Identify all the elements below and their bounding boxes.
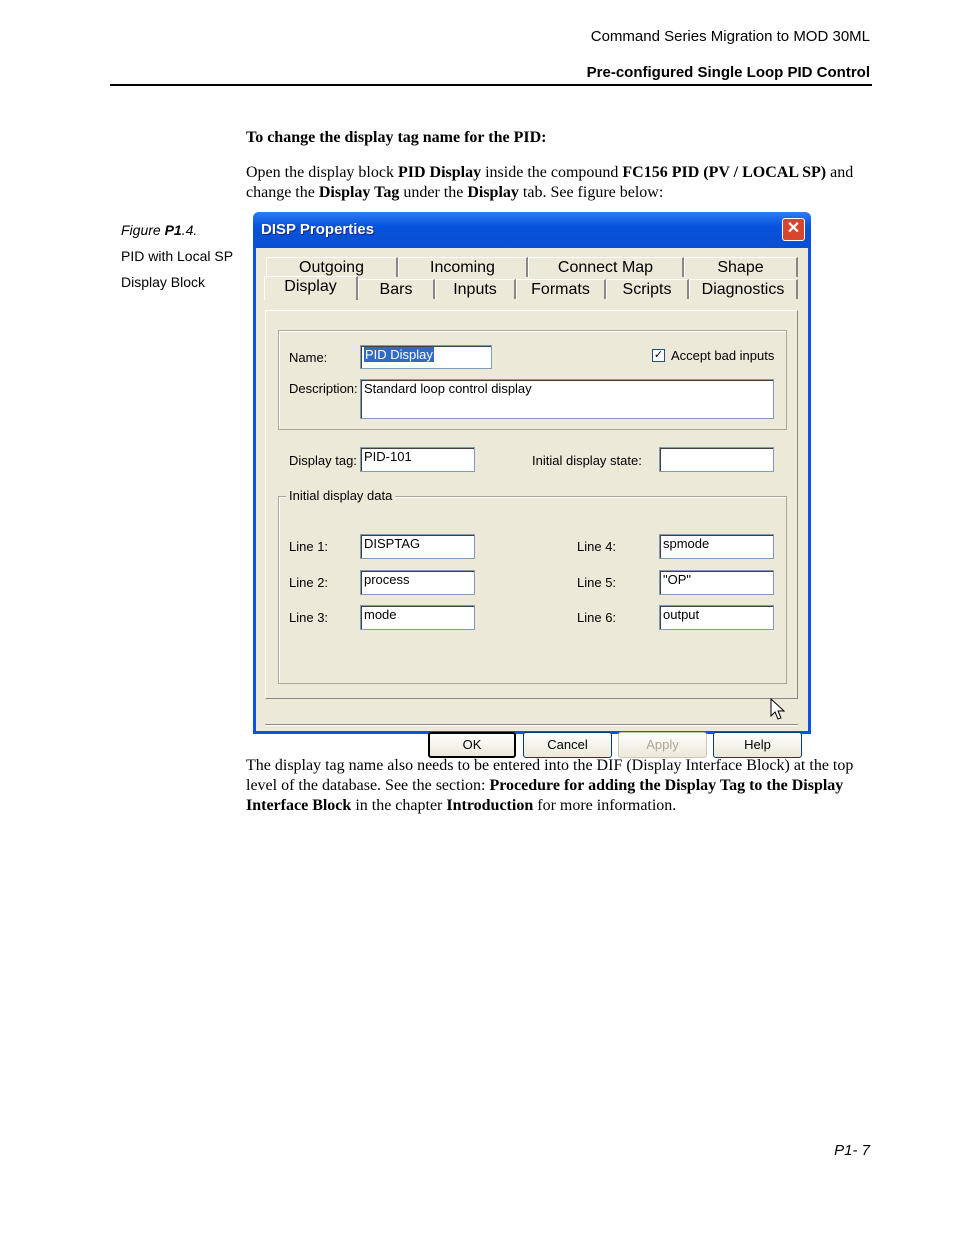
line2-label: Line 2: <box>289 575 329 590</box>
tab-outgoing[interactable] <box>266 257 398 277</box>
text-run: under the <box>399 184 468 201</box>
tab-diagnostics[interactable] <box>689 279 798 299</box>
tab-label: Display <box>284 278 337 295</box>
header-rule <box>110 84 872 86</box>
close-icon[interactable]: ✕ <box>782 218 805 241</box>
line3-input[interactable] <box>360 605 475 630</box>
line1-label: Line 1: <box>289 539 329 554</box>
ok-button[interactable]: OK <box>428 732 516 758</box>
figure-caption-line1: PID with Local SP <box>121 248 234 264</box>
tab-label: Shape <box>717 259 764 276</box>
tab-label: Incoming <box>430 259 495 276</box>
line4-value: spmode <box>663 536 710 551</box>
display-tag-value: PID-101 <box>364 449 412 464</box>
tab-bars[interactable] <box>358 279 435 299</box>
tab-label: Diagnostics <box>701 281 785 298</box>
running-header-title: Command Series Migration to MOD 30ML <box>590 28 870 45</box>
figure-label <box>121 222 197 238</box>
bold-term: Display Tag <box>318 184 400 201</box>
description-input[interactable] <box>360 379 774 419</box>
text-run: inside the compound <box>481 164 623 181</box>
text-run: The display tag name also needs to be entered into the DIF (Display Interface Block) at the top level of the database. See the section: <box>246 757 854 794</box>
line6-input[interactable] <box>659 605 774 630</box>
dialog-title: DISP Properties <box>261 221 375 238</box>
line2-value: process <box>364 572 410 587</box>
tab-display[interactable] <box>264 276 358 300</box>
line3-value: mode <box>364 607 397 622</box>
text-run: tab. See figure below: <box>518 184 664 201</box>
name-input[interactable] <box>360 345 492 369</box>
dialog-client-area <box>256 248 808 752</box>
dialog-titlebar[interactable] <box>253 212 811 248</box>
tab-shape[interactable] <box>684 257 798 277</box>
bold-term: PID Display <box>397 164 482 181</box>
bold-term: Procedure for adding the Display Tag to the Display Interface Block <box>246 777 844 814</box>
line6-label: Line 6: <box>577 610 617 625</box>
tab-formats[interactable] <box>516 279 606 299</box>
tab-label: Formats <box>531 281 590 298</box>
line5-label: Line 5: <box>577 575 617 590</box>
bold-term: FC156 PID (PV / LOCAL SP) <box>622 164 827 181</box>
tab-connect-map[interactable] <box>528 257 684 277</box>
tab-label: Connect Map <box>557 259 654 276</box>
figure-number: P1 <box>164 222 182 238</box>
text-run: for more information. <box>533 797 677 814</box>
bold-term: Introduction <box>446 797 534 814</box>
paragraph-dif-note <box>246 756 874 816</box>
accept-bad-inputs-label: Accept bad inputs <box>671 348 775 363</box>
bold-term: Display <box>467 184 519 201</box>
tab-label: Inputs <box>453 281 497 298</box>
name-value: PID Display <box>365 347 433 362</box>
line1-value: DISPTAG <box>364 536 421 551</box>
tab-scripts[interactable] <box>606 279 689 299</box>
tab-inputs[interactable] <box>435 279 516 299</box>
text-run: in the chapter <box>351 797 447 814</box>
line2-input[interactable] <box>360 570 475 595</box>
accept-bad-inputs-checkbox[interactable]: ✓ <box>653 349 664 361</box>
line3-label: Line 3: <box>289 610 329 625</box>
cancel-button[interactable]: Cancel <box>523 732 612 758</box>
paragraph-intro <box>246 163 874 203</box>
line6-value: output <box>663 607 700 622</box>
figure-suffix: .4. <box>181 222 198 238</box>
line1-input[interactable] <box>360 534 475 559</box>
tab-label: Scripts <box>622 281 672 298</box>
line4-input[interactable] <box>659 534 774 559</box>
initial-display-data-title: Initial display data <box>286 488 395 503</box>
line5-value: "OP" <box>663 572 692 587</box>
line5-input[interactable] <box>659 570 774 595</box>
tab-label: Outgoing <box>299 259 364 276</box>
tab-label: Bars <box>379 281 413 298</box>
figure-caption-line2: Display Block <box>121 274 206 290</box>
initial-display-state-input[interactable] <box>659 447 774 472</box>
running-header-section: Pre-configured Single Loop PID Control <box>586 64 870 81</box>
disp-properties-dialog <box>253 212 811 752</box>
page-number: P1- 7 <box>834 1142 870 1159</box>
description-value: Standard loop control display <box>364 381 532 396</box>
mouse-pointer-icon <box>770 698 786 722</box>
help-button[interactable]: Help <box>713 732 802 758</box>
line4-label: Line 4: <box>577 539 617 554</box>
initial-display-state-label: Initial display state: <box>532 453 642 468</box>
description-label: Description: <box>289 381 358 396</box>
display-tag-label: Display tag: <box>289 453 357 468</box>
name-label: Name: <box>289 350 328 365</box>
text-run: and change the <box>246 164 854 201</box>
figure-prefix: Figure <box>121 222 165 238</box>
text-run: Open the display block <box>246 164 398 181</box>
display-tag-input[interactable] <box>360 447 475 472</box>
apply-button[interactable]: Apply <box>618 732 707 758</box>
tab-incoming[interactable] <box>398 257 528 277</box>
procedure-heading: To change the display tag name for the PID: <box>246 129 547 146</box>
button-separator <box>265 724 798 726</box>
